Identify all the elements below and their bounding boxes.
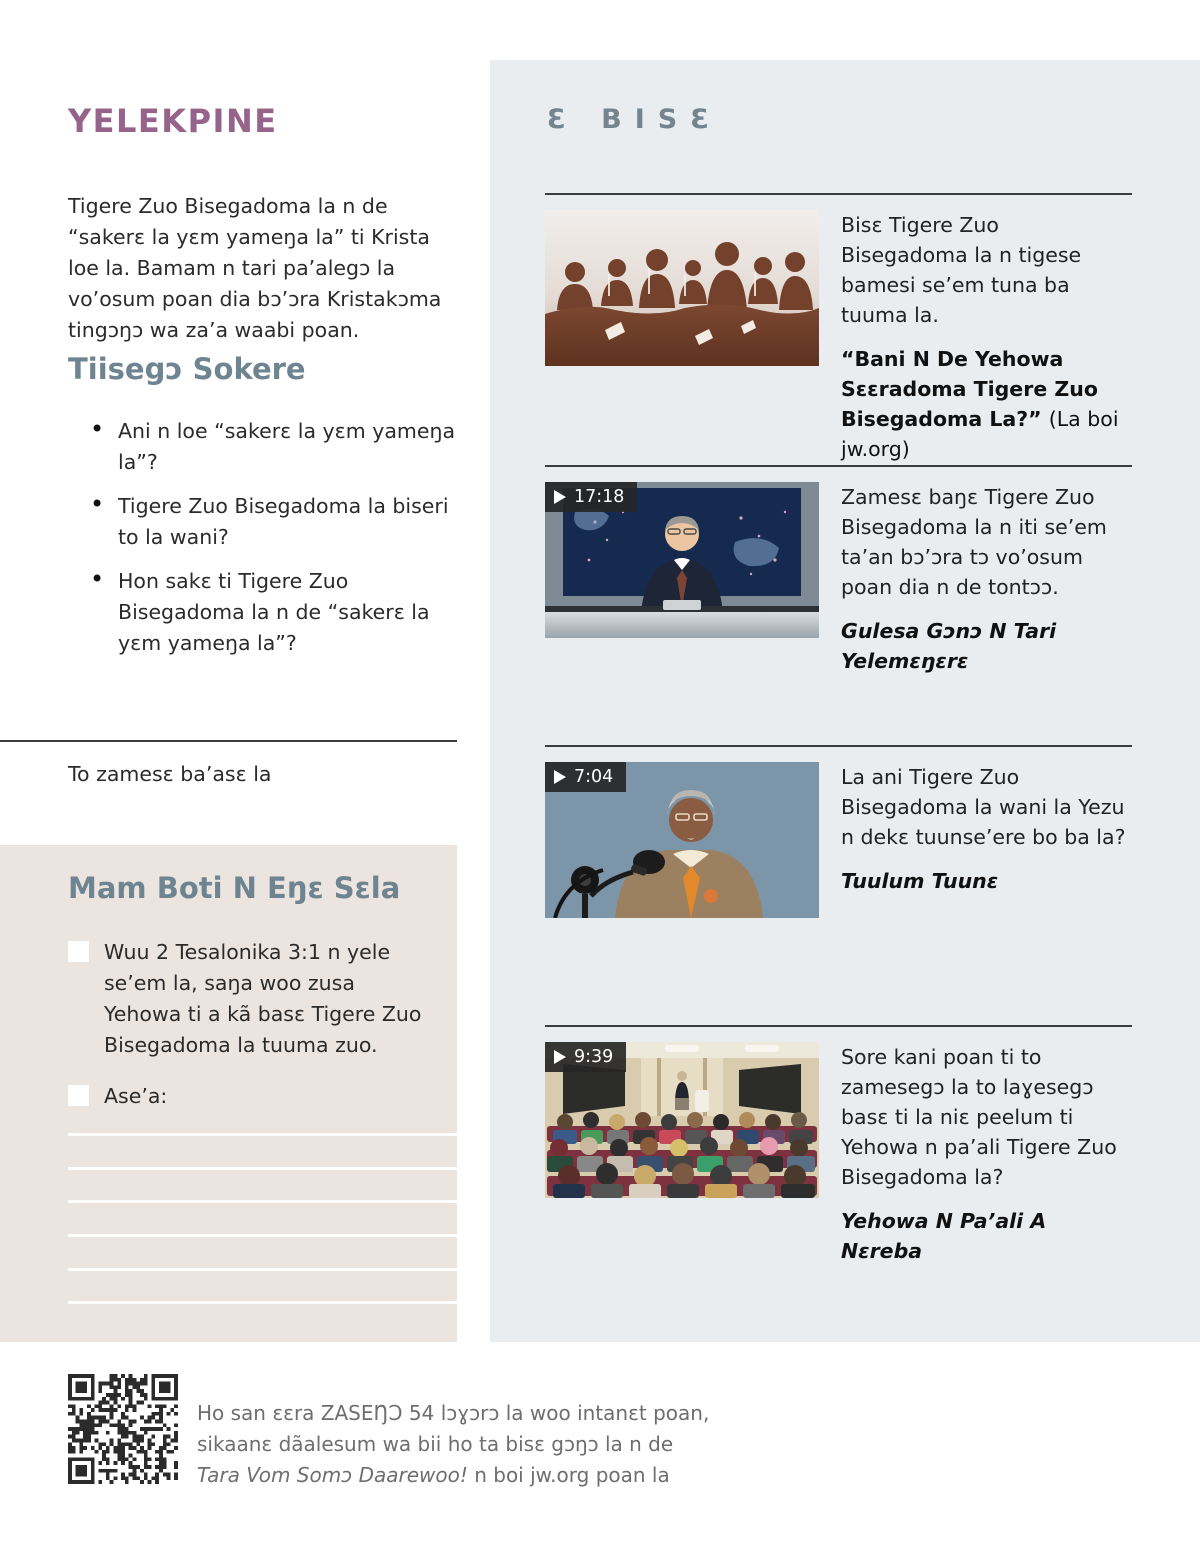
item-divider: [545, 465, 1132, 467]
write-line[interactable]: [68, 1133, 457, 1136]
bullet-icon: •: [90, 415, 105, 443]
write-line[interactable]: [68, 1234, 457, 1237]
footer-line: Tara Vom Somɔ Daarewoo! n boi jw.org poan la: [197, 1463, 670, 1487]
write-line[interactable]: [68, 1268, 457, 1271]
write-line[interactable]: [68, 1167, 457, 1170]
publication-title: Tara Vom Somɔ Daarewoo!: [197, 1463, 468, 1487]
media-item-title: Yehowa N Pa’ali A Nɛreba: [841, 1209, 1047, 1263]
media-item-description: Bisɛ Tigere Zuo Bisegadoma la n tigese bamesi se’em tuna ba tuuma la.: [841, 213, 1082, 327]
bullet-icon: •: [90, 565, 105, 593]
review-questions-heading: Tiisegɔ Sokere: [68, 352, 306, 386]
item-divider: [545, 745, 1132, 747]
homework-item: [68, 1081, 424, 1112]
broadcast-studio-video[interactable]: [545, 482, 819, 638]
media-item-title: Gulesa Gɔnɔ N Tari Yelemɛŋɛrɛ: [841, 619, 1057, 673]
write-line[interactable]: [68, 1301, 457, 1304]
qr-code: [68, 1374, 178, 1484]
media-item-source: (La boi jw.org): [841, 407, 1119, 461]
section-divider: [0, 740, 457, 742]
media-panel: [490, 60, 1200, 1342]
media-item-description: Sore kani poan ti to zamesegɔ la to laɣesegɔ basɛ ti la niɛ peelum ti Yehowa n pa’ali Tigere Zuo Bisegadoma la?: [841, 1045, 1117, 1189]
media-item-description: La ani Tigere Zuo Bisegadoma la wani la Yezu n dekɛ tuunse’ere bo ba la?: [841, 765, 1126, 849]
review-questions-list: [68, 416, 460, 672]
list-item: • Tigere Zuo Bisegadoma la biseri to la wani?: [90, 490, 449, 549]
closing-note: To zamesɛ ba’asɛ la: [68, 762, 272, 786]
media-item-title: Tuulum Tuunɛ: [841, 869, 999, 893]
homework-item-label: Wuu 2 Tesalonika 3:1 n yele se’em la, saŋa woo zusa Yehowa ti a kã basɛ Tigere Zuo Bisegadoma la tuuma zuo.: [104, 940, 422, 1057]
media-panel-heading: Ɛ BISƐ: [547, 104, 723, 135]
homework-box: [0, 845, 457, 1342]
duration-text: 7:04: [574, 767, 614, 787]
boardroom-silhouettes-image[interactable]: [545, 210, 819, 366]
list-item: • Ani n loe “sakerɛ la yɛm yameŋa la”?: [90, 415, 456, 474]
preview-paragraph: Tigere Zuo Bisegadoma la n de “sakerɛ la yɛm yameŋa la” ti Krista loe la. Bamam n tari pa’alegɔ la vo’osum poan dia bɔ’ɔra Kristakɔma tingɔŋɔ wa za’a waabi poan.: [68, 193, 442, 342]
duration-text: 9:39: [574, 1047, 614, 1067]
list-item: • Hon sakɛ ti Tigere Zuo Bisegadoma la n de “sakerɛ la yɛm yameŋa la”?: [90, 565, 430, 655]
checkbox[interactable]: [68, 941, 89, 962]
duration-badge: [545, 1042, 626, 1072]
homework-heading: Mam Boti N Eŋɛ Sɛla: [68, 871, 401, 905]
play-icon: [554, 770, 566, 784]
bullet-icon: •: [90, 490, 105, 518]
media-item: [545, 1025, 1132, 1266]
duration-text: 17:18: [574, 487, 625, 507]
kingdom-hall-audience-video[interactable]: [545, 1042, 819, 1198]
media-item: [545, 193, 1132, 464]
media-item: [545, 465, 1132, 676]
checkbox[interactable]: [68, 1085, 89, 1106]
item-divider: [545, 193, 1132, 195]
footer-line: Ho san ɛɛra ZASEŊƆ 54 lɔɣɔrɔ la woo intanɛt poan,: [197, 1401, 710, 1425]
media-item-title: “Bani N De Yehowa Sɛɛradoma Tigere Zuo Bisegadoma La?” (La boi jw.org): [841, 347, 1119, 461]
media-item-description: Zamesɛ baŋɛ Tigere Zuo Bisegadoma la n iti se’em ta’an bɔ’ɔra tɔ vo’osum poan dia n de tontɔɔ.: [841, 485, 1107, 599]
media-item: [545, 745, 1132, 918]
play-icon: [554, 490, 566, 504]
homework-item: [68, 937, 424, 1061]
homework-item-label: Ase’a:: [104, 1084, 168, 1108]
write-line[interactable]: [68, 1200, 457, 1203]
play-icon: [554, 1050, 566, 1064]
item-divider: [545, 1025, 1132, 1027]
footer-note: [197, 1398, 737, 1491]
speaker-microphone-video[interactable]: [545, 762, 819, 918]
duration-badge: [545, 762, 626, 792]
duration-badge: [545, 482, 637, 512]
preview-heading: YELEKPINE: [68, 102, 278, 140]
footer-line: sikaanɛ dãalesum wa bii ho ta bisɛ gɔŋɔ la n de: [197, 1432, 674, 1456]
